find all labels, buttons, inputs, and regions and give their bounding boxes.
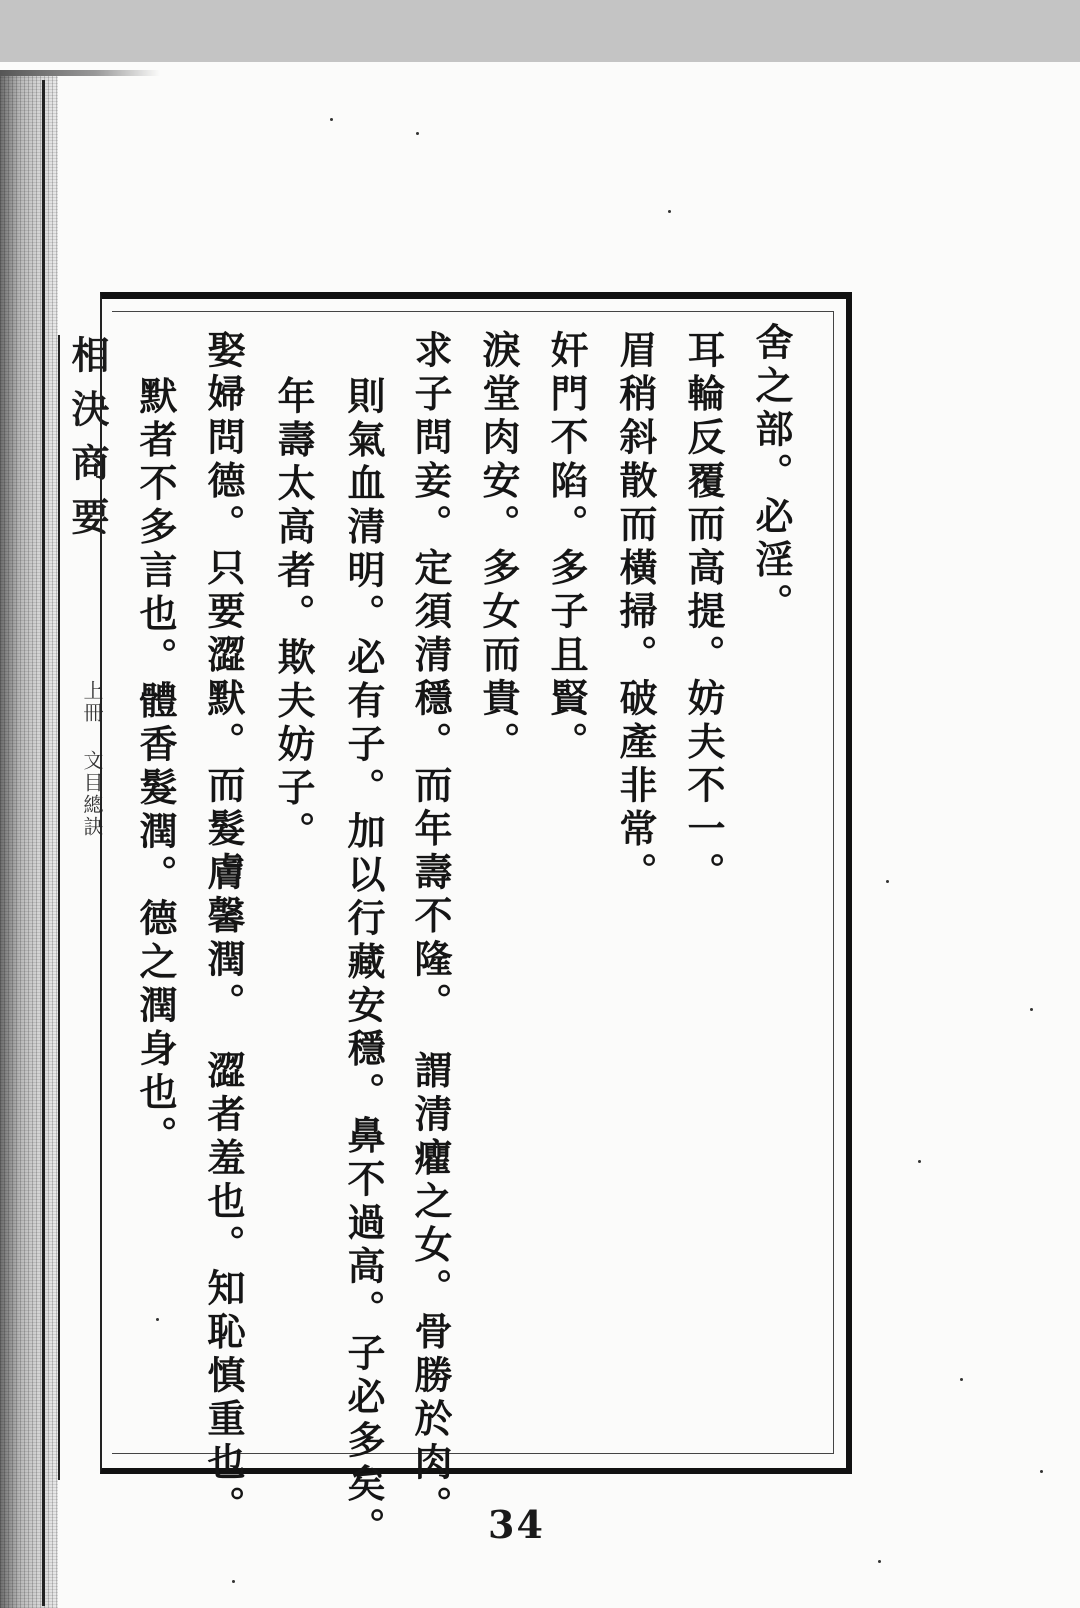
text-column-6: 求子問妾。定須清穩。而年壽不隆。 謂清癯之女。骨勝於肉。 <box>408 330 453 1529</box>
scan-speck <box>878 1560 881 1563</box>
text-column-8: 年壽太高者。欺夫妨子。 <box>271 376 316 855</box>
binding-top-shadow <box>0 70 160 76</box>
scan-speck <box>232 1580 235 1583</box>
scan-speck <box>330 118 333 121</box>
page-number: 34 <box>488 1502 545 1547</box>
text-column-9: 娶婦問德。只要澀默。而髮膚馨潤。 澀者羞也。知恥慎重也。 <box>201 330 246 1529</box>
text-column-1: 舍之部。必淫。 <box>749 322 794 627</box>
text-column-2: 耳輪反覆而高提。妨夫不一。 <box>681 330 726 896</box>
scan-speck <box>416 132 419 135</box>
text-column-5: 淚堂肉安。多女而貴。 <box>476 330 521 765</box>
spine-title: 相決商要 <box>65 335 110 551</box>
scan-speck <box>918 1160 921 1163</box>
text-column-10: 默者不多言也。體香髮潤。德之潤身也。 <box>133 376 178 1159</box>
scan-speck <box>960 1378 963 1381</box>
viewer-top-bar <box>0 0 1080 62</box>
text-column-7: 則氣血清明。必有子。加以行藏安穩。鼻不過高。子必多矣。 <box>341 376 386 1551</box>
book-binding-edge <box>0 72 58 1608</box>
scan-speck <box>886 880 889 883</box>
scan-speck <box>156 1318 159 1321</box>
text-column-3: 眉稍斜散而橫掃。破產非常。 <box>613 330 658 896</box>
scan-speck <box>668 210 671 213</box>
spine-subtitle: 上冊 文目總訣 <box>80 680 104 838</box>
scan-speck <box>1040 1470 1043 1473</box>
text-column-4: 奸門不陷。多子且賢。 <box>544 330 589 765</box>
binding-rule <box>42 80 45 1606</box>
scan-speck <box>1030 1008 1033 1011</box>
